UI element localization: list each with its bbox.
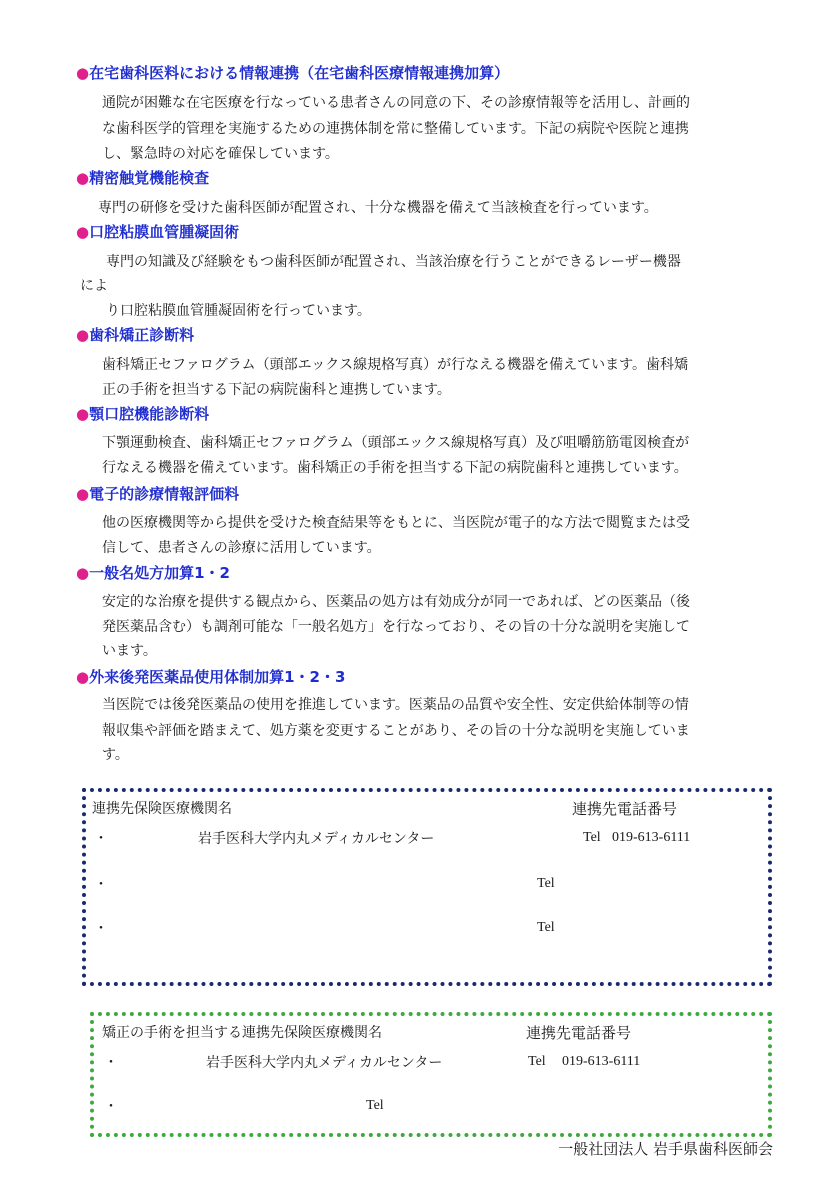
tel-label: Tel xyxy=(528,1054,546,1069)
institution-name: 岩手医科大学内丸メディカルセンター xyxy=(206,1055,443,1071)
phone-header: 連携先電話番号 xyxy=(526,1024,632,1042)
section-body-line: 行なえる機器を備えています。歯科矯正の手術を担当する下記の病院歯科と連携しています。 xyxy=(102,460,688,476)
section-body-line: 安定的な治療を提供する観点から、医薬品の処方は有効成分が同一であれば、どの医薬品（後 xyxy=(102,594,690,610)
row-dot: ・ xyxy=(104,1055,118,1071)
bullet-icon: ● xyxy=(76,668,90,686)
section-heading xyxy=(76,403,209,424)
institution-name: 岩手医科大学内丸メディカルセンター xyxy=(198,831,435,847)
tel-number: 019-613-6111 xyxy=(562,1054,641,1069)
row-dot: ・ xyxy=(104,1099,118,1115)
row-dot: ・ xyxy=(94,921,108,937)
section-title: 一般名処方加算1・2 xyxy=(89,564,230,582)
section-heading xyxy=(76,562,230,583)
section-heading xyxy=(76,483,239,504)
section-title: 在宅歯科医料における情報連携（在宅歯科医療情報連携加算） xyxy=(89,64,510,82)
tel-number: 019-613-6111 xyxy=(612,830,691,845)
section-title: 歯科矯正診断料 xyxy=(89,326,195,344)
section-title: 精密触覚機能検査 xyxy=(89,169,210,187)
tel-label: Tel xyxy=(583,830,601,845)
section-title: 顎口腔機能診断料 xyxy=(89,405,210,423)
section-title: 外来後発医薬品使用体制加算1・2・3 xyxy=(89,668,346,686)
bullet-icon: ● xyxy=(76,64,90,82)
partner-institutions-box xyxy=(82,788,772,986)
section-body-line: 歯科矯正セファログラム（頭部エックス線規格写真）が行なえる機器を備えています。歯科矯 xyxy=(102,357,689,373)
section-heading xyxy=(76,666,345,687)
institution-name-header: 矯正の手術を担当する連携先保険医療機関名 xyxy=(102,1025,382,1041)
tel-label: Tel xyxy=(537,876,555,891)
section-body-line: 専門の知識及び経験をもつ歯科医師が配置され、当該治療を行うことができるレーザー機器 xyxy=(106,254,681,270)
row-dot: ・ xyxy=(94,831,108,847)
section-body-line: 下顎運動検査、歯科矯正セファログラム（頭部エックス線規格写真）及び咀嚼筋筋電図検査が xyxy=(102,435,690,451)
section-heading xyxy=(76,221,239,242)
section-body-line: 発医薬品含む）も調剤可能な「一般名処方」を行なっており、その旨の十分な説明を実施して xyxy=(102,619,690,635)
section-heading xyxy=(76,324,194,345)
section-body-line: 専門の研修を受けた歯科医師が配置され、十分な機器を備えて当該検査を行っています。 xyxy=(98,200,658,216)
section-body-line: す。 xyxy=(102,747,129,763)
bullet-icon: ● xyxy=(76,223,90,241)
section-body-line: 当医院では後発医薬品の使用を推進しています。医薬品の品質や安全性、安定供給体制等の情 xyxy=(102,697,689,713)
section-body-line: います。 xyxy=(102,643,157,659)
tel-label: Tel xyxy=(366,1098,384,1113)
section-title: 口腔粘膜血管腫凝固術 xyxy=(89,223,240,241)
section-body-line: 正の手術を担当する下記の病院歯科と連携しています。 xyxy=(102,382,451,398)
section-title: 電子的診療情報評価料 xyxy=(89,485,240,503)
bullet-icon: ● xyxy=(76,485,90,503)
bullet-icon: ● xyxy=(76,405,90,423)
bullet-icon: ● xyxy=(76,169,90,187)
section-body-line: 信して、患者さんの診療に活用しています。 xyxy=(102,540,381,556)
bullet-icon: ● xyxy=(76,326,90,344)
section-body-line: り口腔粘膜血管腫凝固術を行っています。 xyxy=(106,303,371,319)
section-heading xyxy=(76,62,509,83)
bullet-icon: ● xyxy=(76,564,90,582)
section-body-line: 他の医療機関等から提供を受けた検査結果等をもとに、当医院が電子的な方法で閲覧または受 xyxy=(102,515,690,531)
institution-name-header: 連携先保険医療機関名 xyxy=(92,801,232,817)
orthodontic-partner-box xyxy=(90,1012,772,1137)
section-body-line: し、緊急時の対応を確保しています。 xyxy=(102,146,339,162)
association-name: 一般社団法人 岩手県歯科医師会 xyxy=(558,1140,773,1158)
section-body-line: な歯科医学的管理を実施するための連携体制を常に整備しています。下記の病院や医院と連携 xyxy=(102,121,689,137)
section-body-line: 通院が困難な在宅医療を行なっている患者さんの同意の下、その診療情報等を活用し、計画的 xyxy=(102,95,690,111)
row-dot: ・ xyxy=(94,877,108,893)
section-body-line: 報収集や評価を踏まえて、処方薬を変更することがあり、その旨の十分な説明を実施していま xyxy=(102,723,690,739)
section-body-line: によ xyxy=(80,278,108,294)
section-heading xyxy=(76,167,209,188)
tel-label: Tel xyxy=(537,920,555,935)
phone-header: 連携先電話番号 xyxy=(572,800,678,818)
